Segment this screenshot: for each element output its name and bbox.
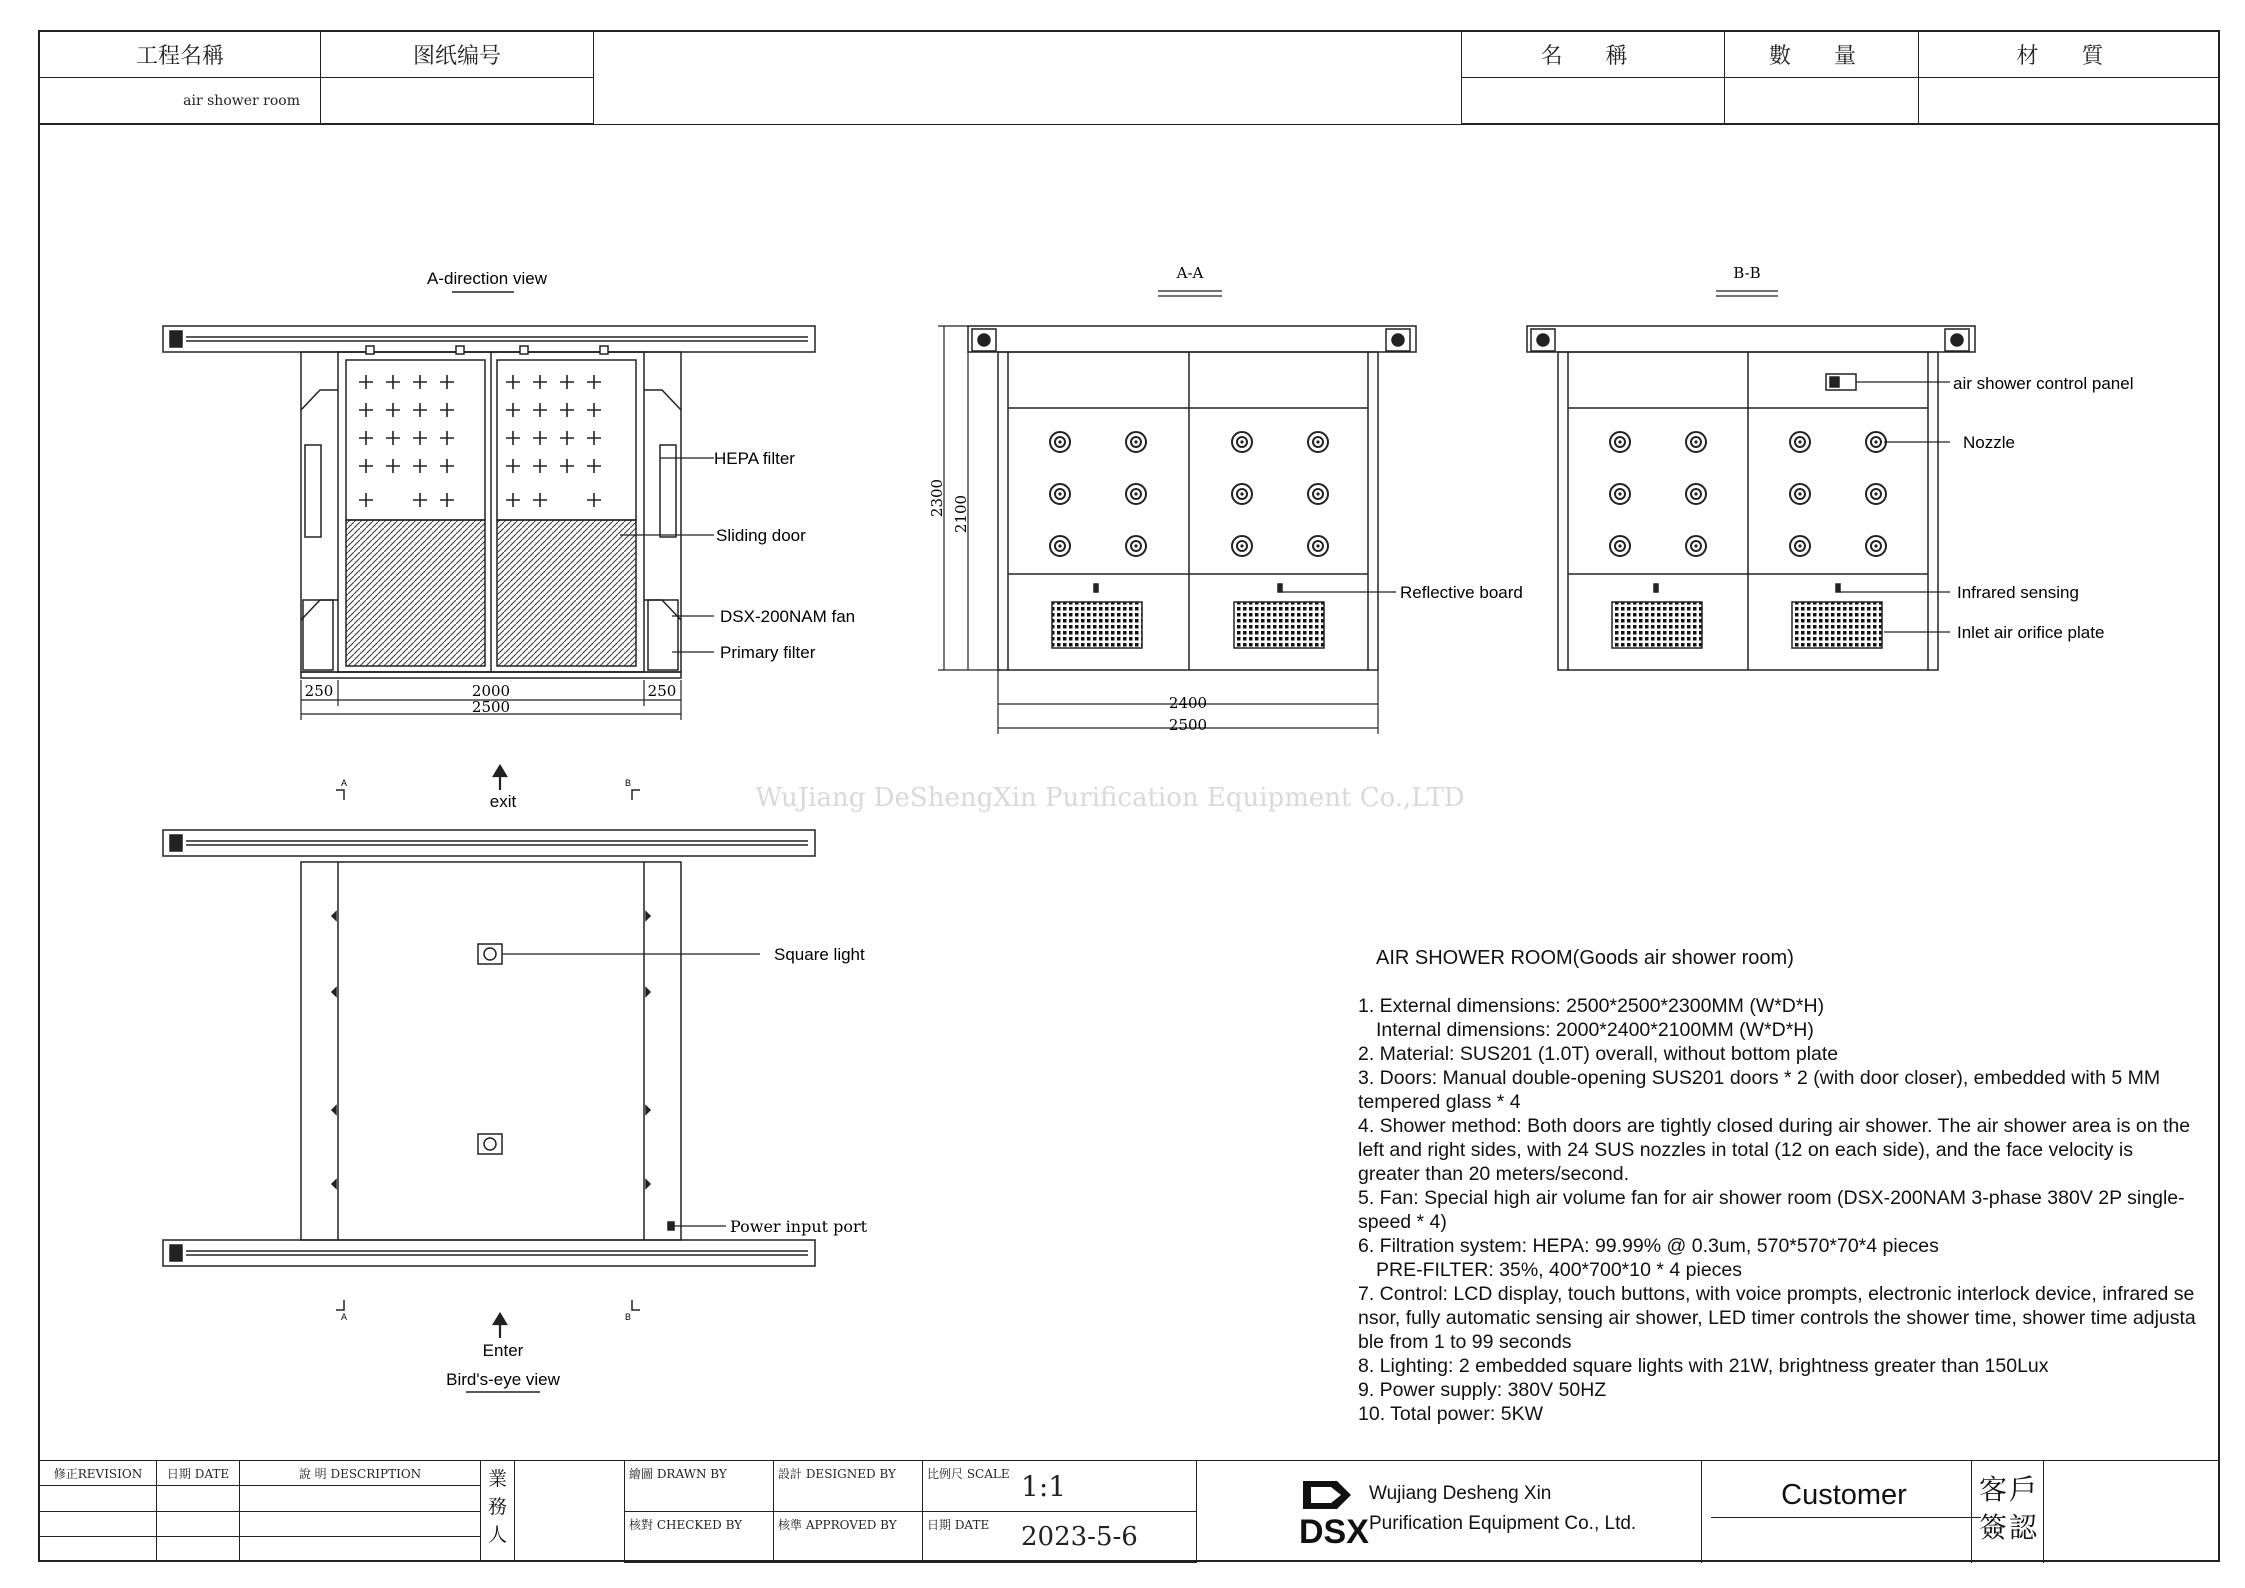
company-line-1: Wujiang Desheng Xin (1369, 1483, 1552, 1504)
section-aa-drawing (968, 326, 1416, 670)
checked-by-label: 核對 CHECKED BY (625, 1512, 774, 1563)
marker-a-bottom: A (340, 1312, 348, 1322)
spec-line-8: PRE-FILTER: 35%, 400*700*10 * 4 pieces (1376, 1259, 1743, 1281)
dim-2000: 2000 (471, 682, 511, 700)
scale-value: 1:1 (1021, 1461, 1197, 1512)
drawing-no-label: 图纸编号 (321, 32, 594, 78)
company-divider (1701, 1461, 1702, 1563)
title-block (39, 1460, 1197, 1562)
description-header: 說 明 DESCRIPTION (240, 1461, 481, 1486)
customer-divider (1971, 1461, 1972, 1563)
section-bb-title: B-B (1733, 264, 1761, 282)
date-header: 日期 DATE (157, 1461, 240, 1486)
customer-confirm-label: 客戶簽認 (1979, 1473, 2040, 1544)
dsx-logo (1297, 1477, 1371, 1547)
a-direction-drawing (163, 326, 815, 678)
spec-line-4: 3. Doors: Manual double-opening SUS201 doors * 2 (with door closer), embedded with 5 MM tempered glass * 4 (1358, 1067, 2161, 1113)
logo-text: DSX (1299, 1513, 1369, 1547)
marker-b-bottom: B (624, 1312, 632, 1322)
sliding-door-label: Sliding door (716, 526, 806, 545)
salesman-cell (515, 1460, 625, 1562)
reflective-board-label: Reflective board (1400, 583, 1523, 602)
spec-title: AIR SHOWER ROOM(Goods air shower room) (1376, 947, 1794, 969)
scale-label: 比例尺 SCALE (923, 1461, 1022, 1512)
control-panel-label: air shower control panel (1953, 374, 2134, 393)
hepa-filter-label: HEPA filter (714, 449, 795, 468)
infrared-label: Infrared sensing (1957, 583, 2079, 602)
dim-2400: 2400 (1168, 694, 1208, 712)
company-block (1197, 1460, 2220, 1562)
birds-eye-drawing (163, 830, 815, 1266)
spec-line-5: 4. Shower method: Both doors are tightly closed during air shower. The air shower area is on the left and right sides, with 24 SUS nozzles in total (12 on each side), and the face velocity is greater than 20 meters/second. (1358, 1115, 2191, 1185)
marker-b-top: B (624, 778, 632, 788)
dim-2500-section: 2500 (1168, 716, 1208, 734)
section-bb-drawing (1527, 326, 1975, 670)
spec-line-6: 5. Fan: Special high air volume fan for air shower room (DSX-200NAM 3-phase 380V 2P single-speed * 4) (1358, 1187, 2185, 1233)
date-label-2: 日期 DATE (923, 1512, 1022, 1563)
nozzle-label: Nozzle (1963, 433, 2015, 452)
dim-2300: 2300 (928, 478, 946, 518)
date-value: 2023-5-6 (1021, 1512, 1197, 1563)
customer-label: Customer (1781, 1479, 1907, 1511)
company-line-2: Purification Equipment Co., Ltd. (1369, 1513, 1637, 1534)
spec-line-7: 6. Filtration system: HEPA: 99.99% @ 0.3um, 570*570*70*4 pieces (1358, 1235, 1939, 1257)
spec-line-9: 7. Control: LCD display, touch buttons, with voice prompts, electronic interlock device, infrared sensor, fully automatic sensing air shower, LED timer controls the shower time, shower time adjustable from 1 to 99 seconds (1358, 1283, 2196, 1353)
revision-header: 修正REVISION (40, 1461, 157, 1486)
dim-2500-front: 2500 (471, 698, 511, 716)
salesman-label: 業務人 (481, 1460, 515, 1562)
signature-table (624, 1460, 1197, 1563)
a-direction-view-title: A-direction view (427, 269, 547, 288)
designed-by-label: 設計 DESIGNED BY (774, 1461, 923, 1512)
birds-eye-title: Bird's-eye view (446, 1370, 560, 1389)
spec-line-11: 9. Power supply: 380V 50HZ (1358, 1379, 1607, 1401)
watermark: WuJiang DeShengXin Purification Equipment Co.,LTD (755, 783, 1465, 813)
spec-line-10: 8. Lighting: 2 embedded square lights with 21W, brightness greater than 150Lux (1358, 1355, 2049, 1377)
section-aa-title: A-A (1176, 264, 1204, 282)
project-label: 工程名稱 (40, 32, 321, 78)
enter-label: Enter (482, 1341, 524, 1360)
project-value: air shower room (40, 78, 321, 124)
spec-line-1: 1. External dimensions: 2500*2500*2300MM (W*D*H) (1358, 995, 1825, 1017)
square-light-label: Square light (774, 945, 865, 964)
dim-250-right: 250 (647, 682, 677, 700)
inlet-plate-label: Inlet air orifice plate (1957, 623, 2105, 642)
power-port-label: Power input port (730, 1217, 868, 1236)
qty-label: 數 量 (1725, 32, 1919, 78)
exit-label: exit (489, 792, 517, 811)
hepa-filter-grid (359, 375, 601, 507)
marker-a-top: A (340, 778, 348, 788)
spec-line-12: 10. Total power: 5KW (1358, 1403, 1543, 1425)
fan-label: DSX-200NAM fan (720, 607, 856, 626)
primary-filter-label: Primary filter (720, 643, 816, 662)
revision-table (39, 1460, 481, 1562)
specification-notes (1358, 946, 2198, 1426)
confirm-divider (2043, 1461, 2044, 1563)
drawn-by-label: 繪圖 DRAWN BY (625, 1461, 774, 1512)
customer-signature-line (1711, 1517, 1981, 1518)
material-label: 材 質 (1919, 32, 2220, 78)
dim-250-left: 250 (304, 682, 334, 700)
spec-line-3: 2. Material: SUS201 (1.0T) overall, without bottom plate (1358, 1043, 1839, 1065)
spec-line-2: Internal dimensions: 2000*2400*2100MM (W*D*H) (1376, 1019, 1814, 1041)
dim-2100: 2100 (952, 494, 970, 534)
name-label: 名 稱 (1462, 32, 1725, 78)
approved-by-label: 核準 APPROVED BY (774, 1512, 923, 1563)
